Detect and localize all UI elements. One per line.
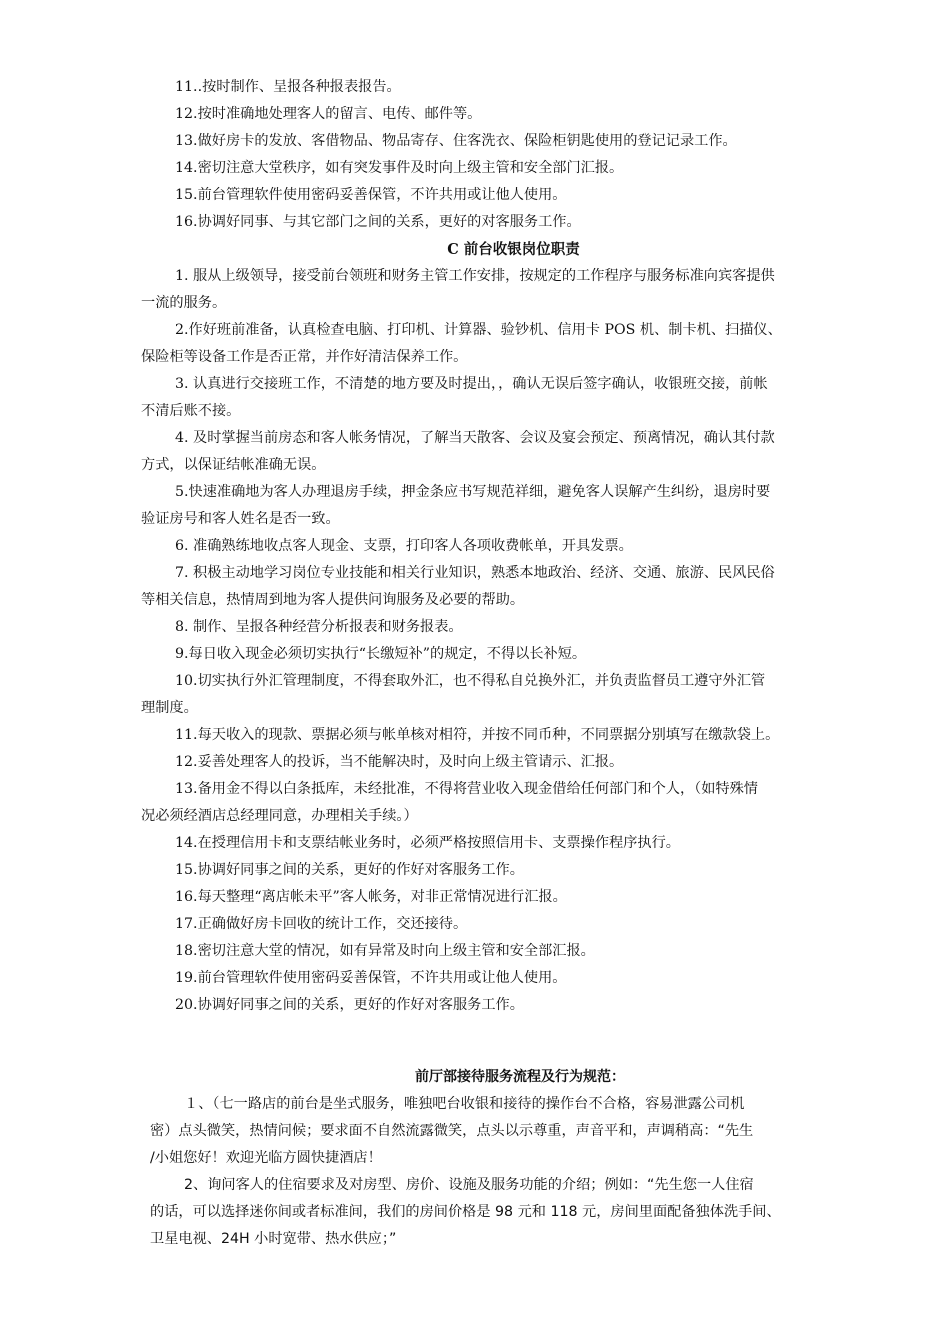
duty-item xyxy=(141,371,886,425)
duty-item-first-line: 4. 及时掌握当前房态和客人帐务情况，了解当天散客、会议及宴会预定、预离情况，确认其付款 xyxy=(175,430,775,446)
duty-item xyxy=(141,992,886,1019)
duty-item-first-line: 10.切实执行外汇管理制度，不得套取外汇，也不得私自兑换外汇，并负责监督员工遵守外汇管 xyxy=(175,673,766,689)
duty-item-first-line: 3. 认真进行交接班工作，不清楚的地方要及时提出，，确认无误后签字确认，收银班交接，前帐 xyxy=(175,376,768,392)
flow-step xyxy=(150,1172,890,1253)
section-c-title: C 前台收银岗位职责 xyxy=(447,241,580,258)
duty-item-first-line: 17.正确做好房卡回收的统计工作，交还接待。 xyxy=(175,916,468,932)
duty-item-first-line: 13.备用金不得以白条抵库，未经批准，不得将营业收入现金借给任何部门和个人，（如特殊情 xyxy=(175,781,758,797)
duty-item-first-line: 1. 服从上级领导，接受前台领班和财务主管工作安排，按规定的工作程序与服务标准向宾客提供 xyxy=(175,268,775,284)
duty-item-first-line: 2.作好班前准备，认真检查电脑、打印机、计算器、验钞机、信用卡 POS 机、制卡机、扫描仪、 xyxy=(175,322,782,338)
flow-step-first-line: 2、询问客人的住宿要求及对房型、房价、设施及服务功能的介绍；例如：“先生您一人住宿 xyxy=(184,1177,754,1193)
section-flow-title: 前厅部接待服务流程及行为规范： xyxy=(415,1069,625,1085)
duty-item-continuation: 一流的服务。 xyxy=(141,295,227,311)
list-item: 12.按时准确地处理客人的留言、电传、邮件等。 xyxy=(175,106,482,122)
duty-item xyxy=(141,884,886,911)
duty-item-first-line: 7. 积极主动地学习岗位专业技能和相关行业知识，熟悉本地政治、经济、交通、旅游、民风民俗 xyxy=(175,565,775,581)
duty-item-first-line: 14.在授理信用卡和支票结帐业务时，必须严格按照信用卡、支票操作程序执行。 xyxy=(175,835,680,851)
duty-item-first-line: 15.协调好同事之间的关系，更好的作好对客服务工作。 xyxy=(175,862,524,878)
duty-item xyxy=(141,857,886,884)
duty-item xyxy=(141,830,886,857)
section-b-tail xyxy=(141,74,886,236)
duty-item xyxy=(141,965,886,992)
section-c xyxy=(141,236,886,1019)
duty-item xyxy=(141,776,886,830)
duty-item-first-line: 20.协调好同事之间的关系，更好的作好对客服务工作。 xyxy=(175,997,524,1013)
duty-item xyxy=(141,722,886,749)
duty-item-continuation: 况必须经酒店总经理同意，办理相关手续。） xyxy=(141,808,418,824)
duty-item-first-line: 11.每天收入的现款、票据必须与帐单核对相符，并按不同币种，不同票据分别填写在缴款袋上。 xyxy=(175,727,780,743)
list-item: 13.做好房卡的发放、客借物品、物品寄存、住客洗衣、保险柜钥匙使用的登记记录工作。 xyxy=(175,133,737,149)
flow-step-continuation: 卫星电视、24H 小时宽带、热水供应；” xyxy=(150,1231,397,1247)
duty-item xyxy=(141,479,886,533)
duty-item-first-line: 6. 准确熟练地收点客人现金、支票，打印客人各项收费帐单，开具发票。 xyxy=(175,538,633,554)
list-item: 11..按时制作、呈报各种报表报告。 xyxy=(175,79,401,95)
duty-item-first-line: 16.每天整理“离店帐未平”客人帐务，对非正常情况进行汇报。 xyxy=(175,889,567,905)
flow-step-continuation: 的话，可以选择迷你间或者标准间，我们的房间价格是 98 元和 118 元，房间里面配备独体洗手间、 xyxy=(150,1204,781,1220)
flow-step-continuation: /小姐您好！欢迎光临方圆快捷酒店！ xyxy=(150,1150,382,1166)
duty-item xyxy=(141,938,886,965)
section-flow-items xyxy=(150,1091,890,1253)
duty-item xyxy=(141,263,886,317)
duty-item-first-line: 19.前台管理软件使用密码妥善保管，不许共用或让他人使用。 xyxy=(175,970,567,986)
duty-item-continuation: 理制度。 xyxy=(141,700,198,716)
duty-item-first-line: 12.妥善处理客人的投诉，当不能解决时，及时向上级主管请示、汇报。 xyxy=(175,754,624,770)
duty-item-first-line: 8. 制作、呈报各种经营分析报表和财务报表。 xyxy=(175,619,463,635)
duty-item-continuation: 等相关信息，热情周到地为客人提供问询服务及必要的帮助。 xyxy=(141,592,525,608)
flow-step-continuation: 密）点头微笑，热情问候；要求面不自然流露微笑，点头以示尊重，声音平和，声调稍高：“先生 xyxy=(150,1123,754,1139)
duty-item-continuation: 验证房号和客人姓名是否一致。 xyxy=(141,511,340,527)
duty-item-continuation: 方式，以保证结帐准确无误。 xyxy=(141,457,326,473)
flow-step-first-line: １、（七一路店的前台是坐式服务，唯独吧台收银和接待的操作台不合格，容易泄露公司机 xyxy=(184,1096,745,1112)
duty-item xyxy=(141,614,886,641)
duty-item xyxy=(141,560,886,614)
duty-item-first-line: 5.快速准确地为客人办理退房手续，押金条应书写规范祥细，避免客人误解产生纠纷，退房时要 xyxy=(175,484,771,500)
duty-item-continuation: 保险柜等设备工作是否正常，并作好清洁保养工作。 xyxy=(141,349,468,365)
list-item: 16.协调好同事、与其它部门之间的关系，更好的对客服务工作。 xyxy=(175,214,581,230)
duty-item xyxy=(141,668,886,722)
list-item: 14.密切注意大堂秩序，如有突发事件及时向上级主管和安全部门汇报。 xyxy=(175,160,624,176)
duty-item-first-line: 18.密切注意大堂的情况，如有异常及时向上级主管和安全部汇报。 xyxy=(175,943,595,959)
flow-step xyxy=(150,1091,890,1172)
duty-item xyxy=(141,425,886,479)
section-flow xyxy=(150,1064,890,1253)
duty-item xyxy=(141,749,886,776)
list-item: 15.前台管理软件使用密码妥善保管，不许共用或让他人使用。 xyxy=(175,187,567,203)
duty-item xyxy=(141,533,886,560)
section-c-items xyxy=(141,263,886,1019)
duty-item xyxy=(141,641,886,668)
duty-item xyxy=(141,911,886,938)
duty-item xyxy=(141,317,886,371)
duty-item-first-line: 9.每日收入现金必须切实执行“长缴短补”的规定，不得以长补短。 xyxy=(175,646,587,662)
duty-item-continuation: 不清后账不接。 xyxy=(141,403,241,419)
